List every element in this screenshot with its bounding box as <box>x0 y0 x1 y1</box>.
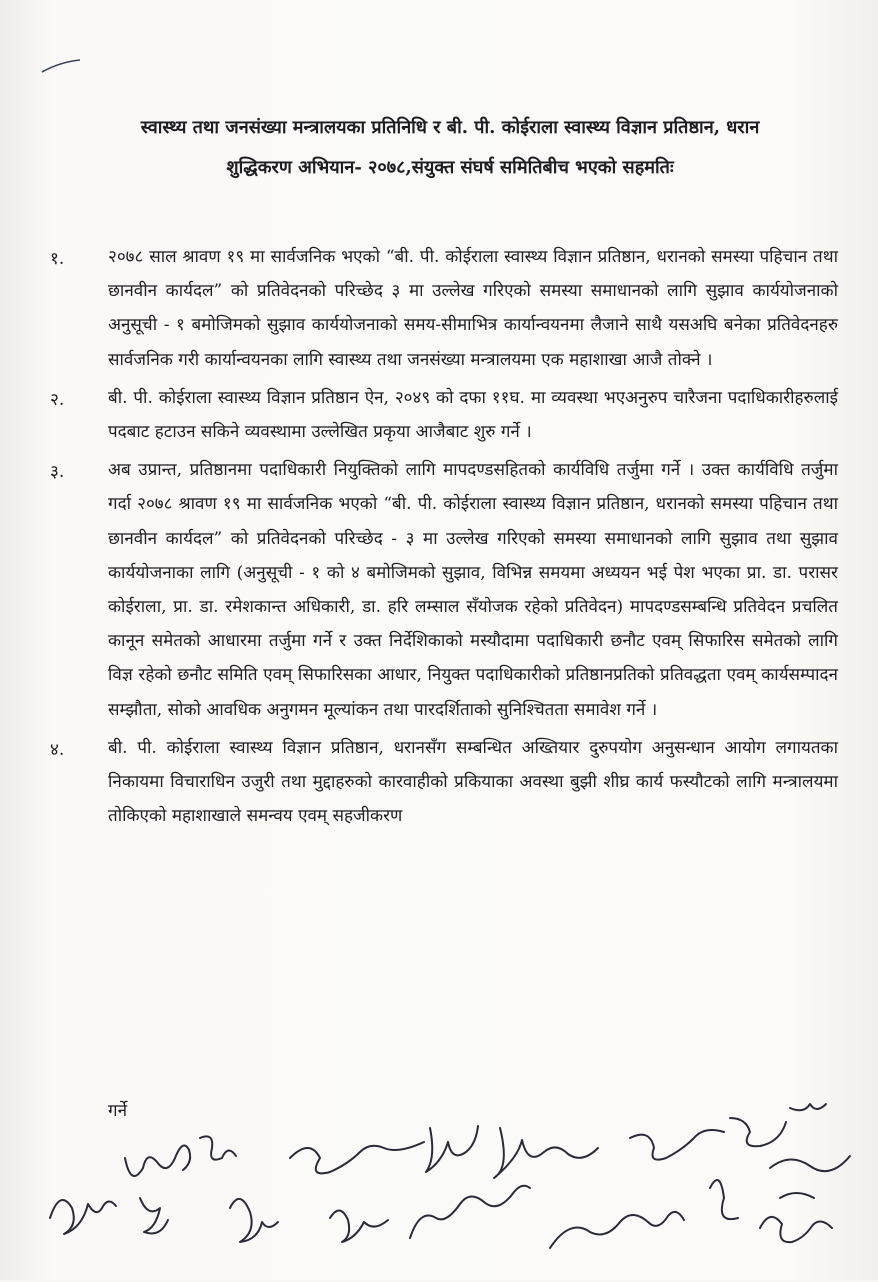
item-number: ३. <box>50 462 65 483</box>
agreement-items <box>50 240 840 837</box>
signature-17 <box>760 1217 832 1242</box>
signature-area <box>30 1098 860 1278</box>
heading-line-1: स्वास्थ्य तथा जनसंख्या मन्त्रालयका प्रतिनिधि र बी. पी. कोईराला स्वास्थ्य विज्ञान प्रतिष्ठान, धरान <box>140 117 760 138</box>
agreement-item-3 <box>50 453 840 727</box>
signature-12 <box>330 1210 388 1242</box>
agreement-item-2 <box>50 381 840 449</box>
signature-14 <box>550 1212 684 1248</box>
document-heading <box>60 108 840 188</box>
signature-3 <box>200 1136 236 1159</box>
agreement-item-4 <box>50 731 840 834</box>
signature-5 <box>426 1126 478 1172</box>
signature-10 <box>140 1198 168 1234</box>
signature-8 <box>730 1118 786 1146</box>
signature-9 <box>790 1104 826 1110</box>
item-number: १. <box>50 249 65 269</box>
signature-13 <box>410 1186 530 1238</box>
item-text: बी. पी. कोईराला स्वास्थ्य विज्ञान प्रतिष्ठान, धरानसँग सम्बन्धित अख्तियार दुरुपयोग अनुसन्धान आयोग लगायतका निकायमा विचाराधिन उजुरी तथा मुद्दाहरुको कारवाहीको प्रकियाका अवस्था बुझी शीघ्र कार्य फस्यौटको लागि मन्त्रालयमा तोकिएको महाशाखाले समन्वय एवम् सहजीकरण <box>108 737 838 827</box>
item-number: २. <box>50 389 65 410</box>
signature-7 <box>630 1130 724 1160</box>
pen-stroke-mark <box>40 58 82 74</box>
item-text: अब उप्रान्त, प्रतिष्ठानमा पदाधिकारी नियुक्तिको लागि मापदण्डसहितको कार्यविधि तर्जुमा गर्ने । उक्त कार्यविधि तर्जुमा गर्दा २०७८ श्रावण १९ मा सार्वजनिक भएको “बी. पी. कोईराला स्वास्थ्य विज्ञान प्रतिष्ठान, धरानको समस्या पहिचान तथा छानवीन कार्यदल” को प्रतिवेदनको परिच्छेद - ३ मा उल्लेख गरिएको समस्या समाधानको लागि सुझाव तथा सुझाव कार्ययोजनाका लागि (अनुसूची - १ को ४ बमोजिमको सुझाव, विभिन्न समयमा अध्ययन भई पेश भएका प्रा. डा. परासर कोईराला, प्रा. डा. रमेशकान्त अधिकारी, डा. हरि लम्साल सँयोजक रहेको प्रतिवेदन) मापदण्डसम्बन्धि प्रतिवेदन प्रचलित कानून समेतको आधारमा तर्जुमा गर्ने र उक्त निर्देशिकाको मस्यौदामा पदाधिकारी छनौट एवम् सिफारिस समेतको लागि विज्ञ रहेको छनौट समिति एवम् सिफारिसका आधार, नियुक्त पदाधिकारीको प्रतिष्ठानप्रतिको प्रतिवद्धता एवम् कार्यसम्पादन सम्झौता, सोको आवधिक अनुगमन मूल्यांकन तथा पारदर्शिताको सुनिश्चितता समावेश गर्ने । <box>108 460 838 720</box>
signature-16 <box>770 1156 850 1198</box>
heading-line-2: शुद्धिकरण अभियान- २०७८,संयुक्त संघर्ष समितिबीच भएको सहमतिः <box>226 157 674 178</box>
item-number: ४. <box>50 739 65 760</box>
signature-11 <box>230 1199 278 1242</box>
item-text: २०७८ साल श्रावण १९ मा सार्वजनिक भएको “बी. पी. कोईराला स्वास्थ्य विज्ञान प्रतिष्ठान, धरानको समस्या पहिचान तथा छानवीन कार्यदल” को प्रतिवेदनको परिच्छेद ३ मा उल्लेख गरिएको समस्या समाधानको लागि सुझाव कार्ययोजनाको अनुसूची - १ बमोजिमको सुझाव कार्ययोजनाको समय-सीमाभित्र कार्यान्वयनमा लैजाने साथै यसअघि बनेका प्रतिवेदनहरु सार्वजनिक गरी कार्यान्वयनका लागि स्वास्थ्य तथा जनसंख्या मन्त्रालयमा एक महाशाखा आजै तोक्ने । <box>108 247 838 370</box>
signature-15 <box>710 1180 738 1219</box>
signature-1 <box>50 1200 116 1234</box>
item-text: बी. पी. कोईराला स्वास्थ्य विज्ञान प्रतिष्ठान ऐन, २०४९ को दफा ११घ. मा व्यवस्था भएअनुरुप चारैजना पदाधिकारीहरुलाई पदबाट हटाउन सकिने व्यवस्थामा उल्लेखित प्रकृया आजैबाट शुरु गर्ने । <box>108 387 838 443</box>
signature-2 <box>125 1146 190 1177</box>
agreement-item-1 <box>50 240 840 377</box>
signature-4 <box>290 1142 424 1173</box>
signatures-graphic <box>30 1098 860 1278</box>
signature-6 <box>494 1128 598 1178</box>
closing-word: गर्ने <box>108 1101 128 1121</box>
